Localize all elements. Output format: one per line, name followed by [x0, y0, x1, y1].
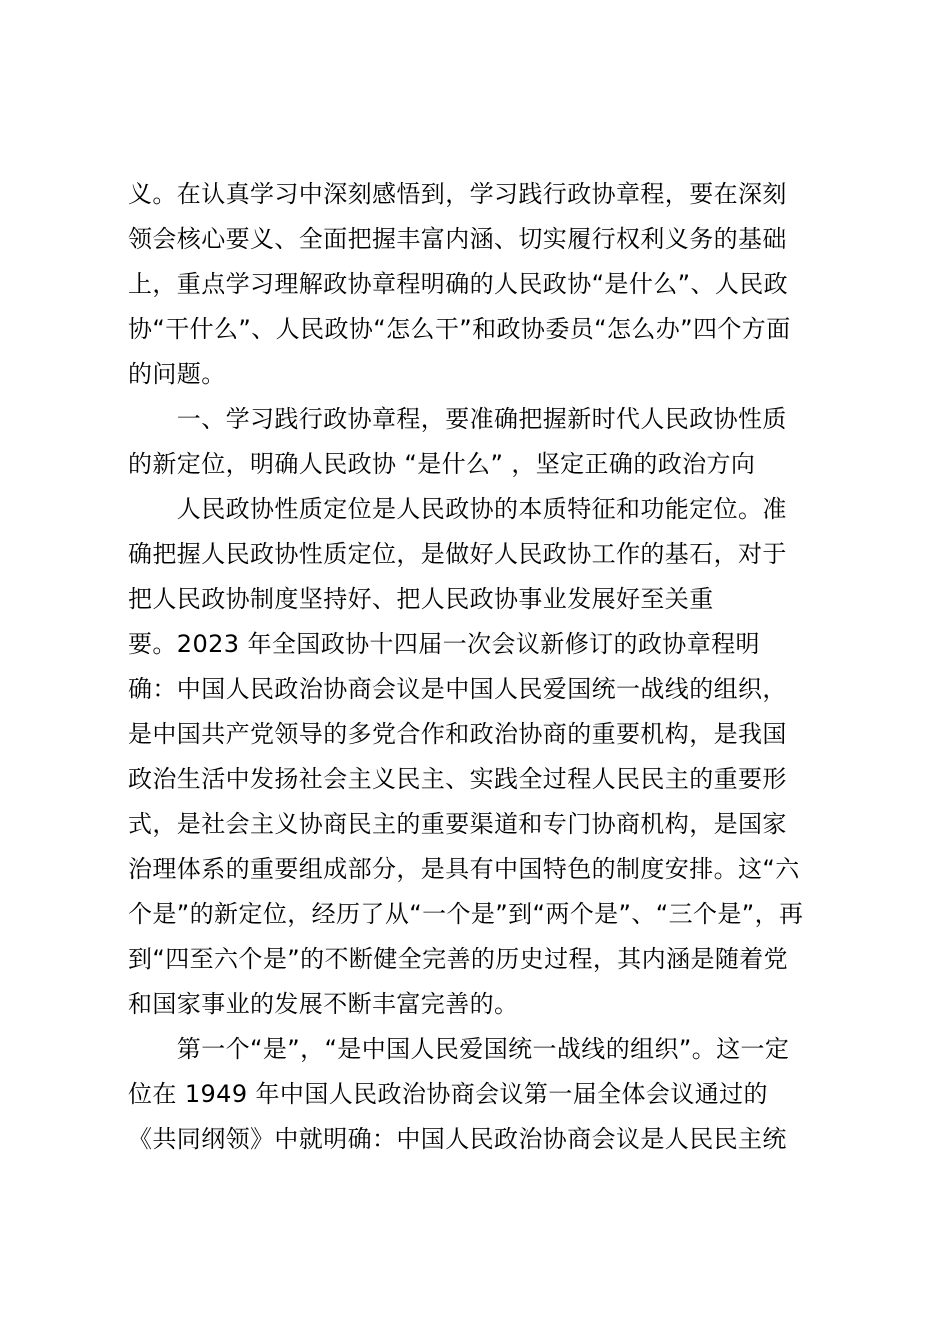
text-line: 《共同纲领》中就明确：中国人民政治协商会议是人民民主统: [128, 1125, 787, 1153]
text-line: 个是”的新定位，经历了从“一个是”到“两个是”、“三个是”，再: [128, 900, 804, 928]
text-line: 义。在认真学习中深刻感悟到，学习践行政协章程，要在深刻: [128, 180, 787, 208]
section-heading-line: 的新定位，明确人民政协 “是什么” ，坚定正确的政治方向: [128, 450, 756, 478]
text-line: 式，是社会主义协商民主的重要渠道和专门协商机构，是国家: [128, 810, 787, 838]
text-line: 要。2023 年全国政协十四届一次会议新修订的政协章程明: [128, 630, 760, 658]
text-line: 把人民政协制度坚持好、把人民政协事业发展好至关重: [128, 585, 714, 613]
text-line: 位在 1949 年中国人民政治协商会议第一届全体会议通过的: [128, 1080, 768, 1108]
text-line: 人民政协性质定位是人民政协的本质特征和功能定位。准: [128, 495, 787, 523]
text-line: 到“四至六个是”的不断健全完善的历史过程，其内涵是随着党: [128, 945, 789, 973]
text-line: 政治生活中发扬社会主义民主、实践全过程人民民主的重要形: [128, 765, 787, 793]
text-line: 确：中国人民政治协商会议是中国人民爱国统一战线的组织，: [128, 675, 787, 703]
text-line: 治理体系的重要组成部分，是具有中国特色的制度安排。这“六: [128, 855, 800, 883]
text-line: 第一个“是”，“是中国人民爱国统一战线的组织”。这一定: [128, 1035, 790, 1063]
text-line: 协“干什么”、人民政协“怎么干”和政协委员“怎么办”四个方面: [128, 315, 791, 343]
text-line: 和国家事业的发展不断丰富完善的。: [128, 990, 519, 1018]
text-line: 确把握人民政协性质定位，是做好人民政协工作的基石，对于: [128, 540, 787, 568]
text-line: 领会核心要义、全面把握丰富内涵、切实履行权利义务的基础: [128, 225, 787, 253]
text-line: 是中国共产党领导的多党合作和政治协商的重要机构，是我国: [128, 720, 787, 748]
text-line: 上，重点学习理解政协章程明确的人民政协“是什么”、人民政: [128, 270, 789, 298]
text-line: 的问题。: [128, 360, 226, 388]
section-heading-line: 一、学习践行政协章程，要准确把握新时代人民政协性质: [128, 405, 787, 433]
body-text: [128, 172, 828, 1162]
